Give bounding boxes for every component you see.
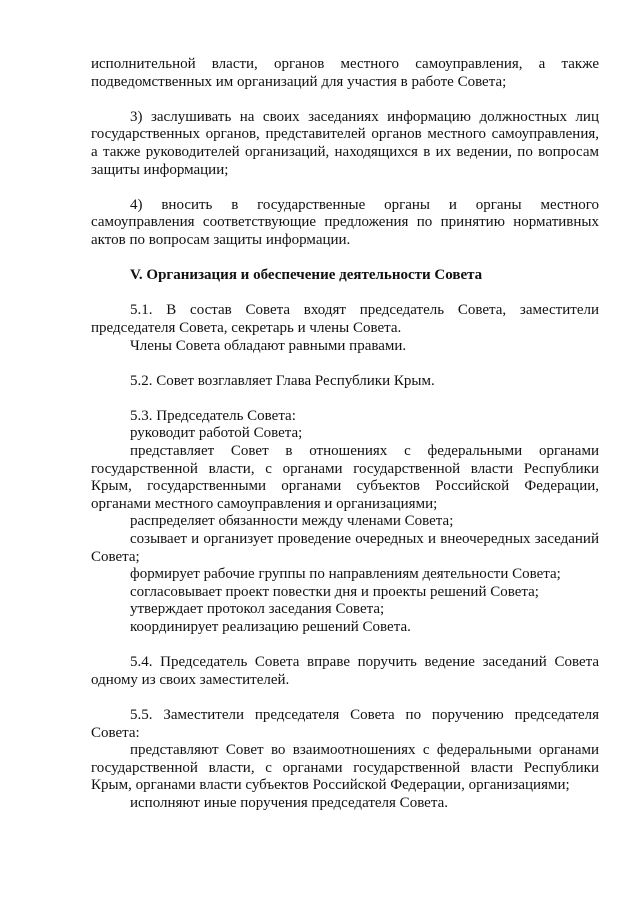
clause-5-3-title: 5.3. Председатель Совета: [130,407,296,424]
section-heading: V. Организация и обеспечение деятельности Совета [130,267,483,284]
clause-5-5-title: 5.5. Заместители председателя Совета по поручению председателя Совета: [91,706,599,741]
clause-5-5-item: исполняют иные поручения председателя Совета. [130,794,448,811]
clause-5-3-item: согласовывает проект повестки дня и проекты решений Совета; [130,583,539,600]
paragraph-continuation: исполнительной власти, органов местного самоуправления, а также подведомственных им организаций для участия в работе Совета; [91,56,599,90]
clause-5-5-item: представляют Совет во взаимоотношениях с федеральными органами государственной власти, с органами государственной власти Республики Крым, органами власти субъектов Российской Федерации, организациями; [91,742,599,794]
clause-5-4: 5.4. Председатель Совета вправе поручить ведение заседаний Совета одному из своих заместителей. [91,654,599,688]
clause-5-3-item: представляет Совет в отношениях с федеральными органами государственной власти, с органами государственной власти Республики Крым, государственными органами субъектов Российской Федерации, органами местного самоуправления и организациями; [91,443,599,512]
clause-5-1-members: Члены Совета обладают равными правами. [130,337,407,354]
paragraph-item-4: 4) вносить в государственные органы и органы местного самоуправления соответствующие предложения по принятию нормативных актов по вопросам защиты информации. [91,196,599,248]
clause-5-3-item: созывает и организует проведение очередных и внеочередных заседаний Совета; [91,531,599,565]
clause-5-3-item: формирует рабочие группы по направлениям деятельности Совета; [130,566,561,583]
clause-5-2: 5.2. Совет возглавляет Глава Республики Крым. [130,372,435,389]
clause-5-3-item: распределяет обязанности между членами Совета; [130,513,454,530]
clause-5-3-item: координирует реализацию решений Совета. [130,619,411,635]
clause-5-1: 5.1. В состав Совета входят председатель Совета, заместители председателя Совета, секретарь и члены Совета. [91,302,599,336]
document-page [91,56,599,813]
paragraph-item-3: 3) заслушивать на своих заседаниях информацию должностных лиц государственных органов, представителей органов местного самоуправления, а также руководителей организаций, находящихся в их ведении, по вопросам защиты информации; [91,108,599,178]
clause-5-3-item: руководит работой Совета; [130,425,303,442]
clause-5-3-item: утверждает протокол заседания Совета; [130,601,385,618]
